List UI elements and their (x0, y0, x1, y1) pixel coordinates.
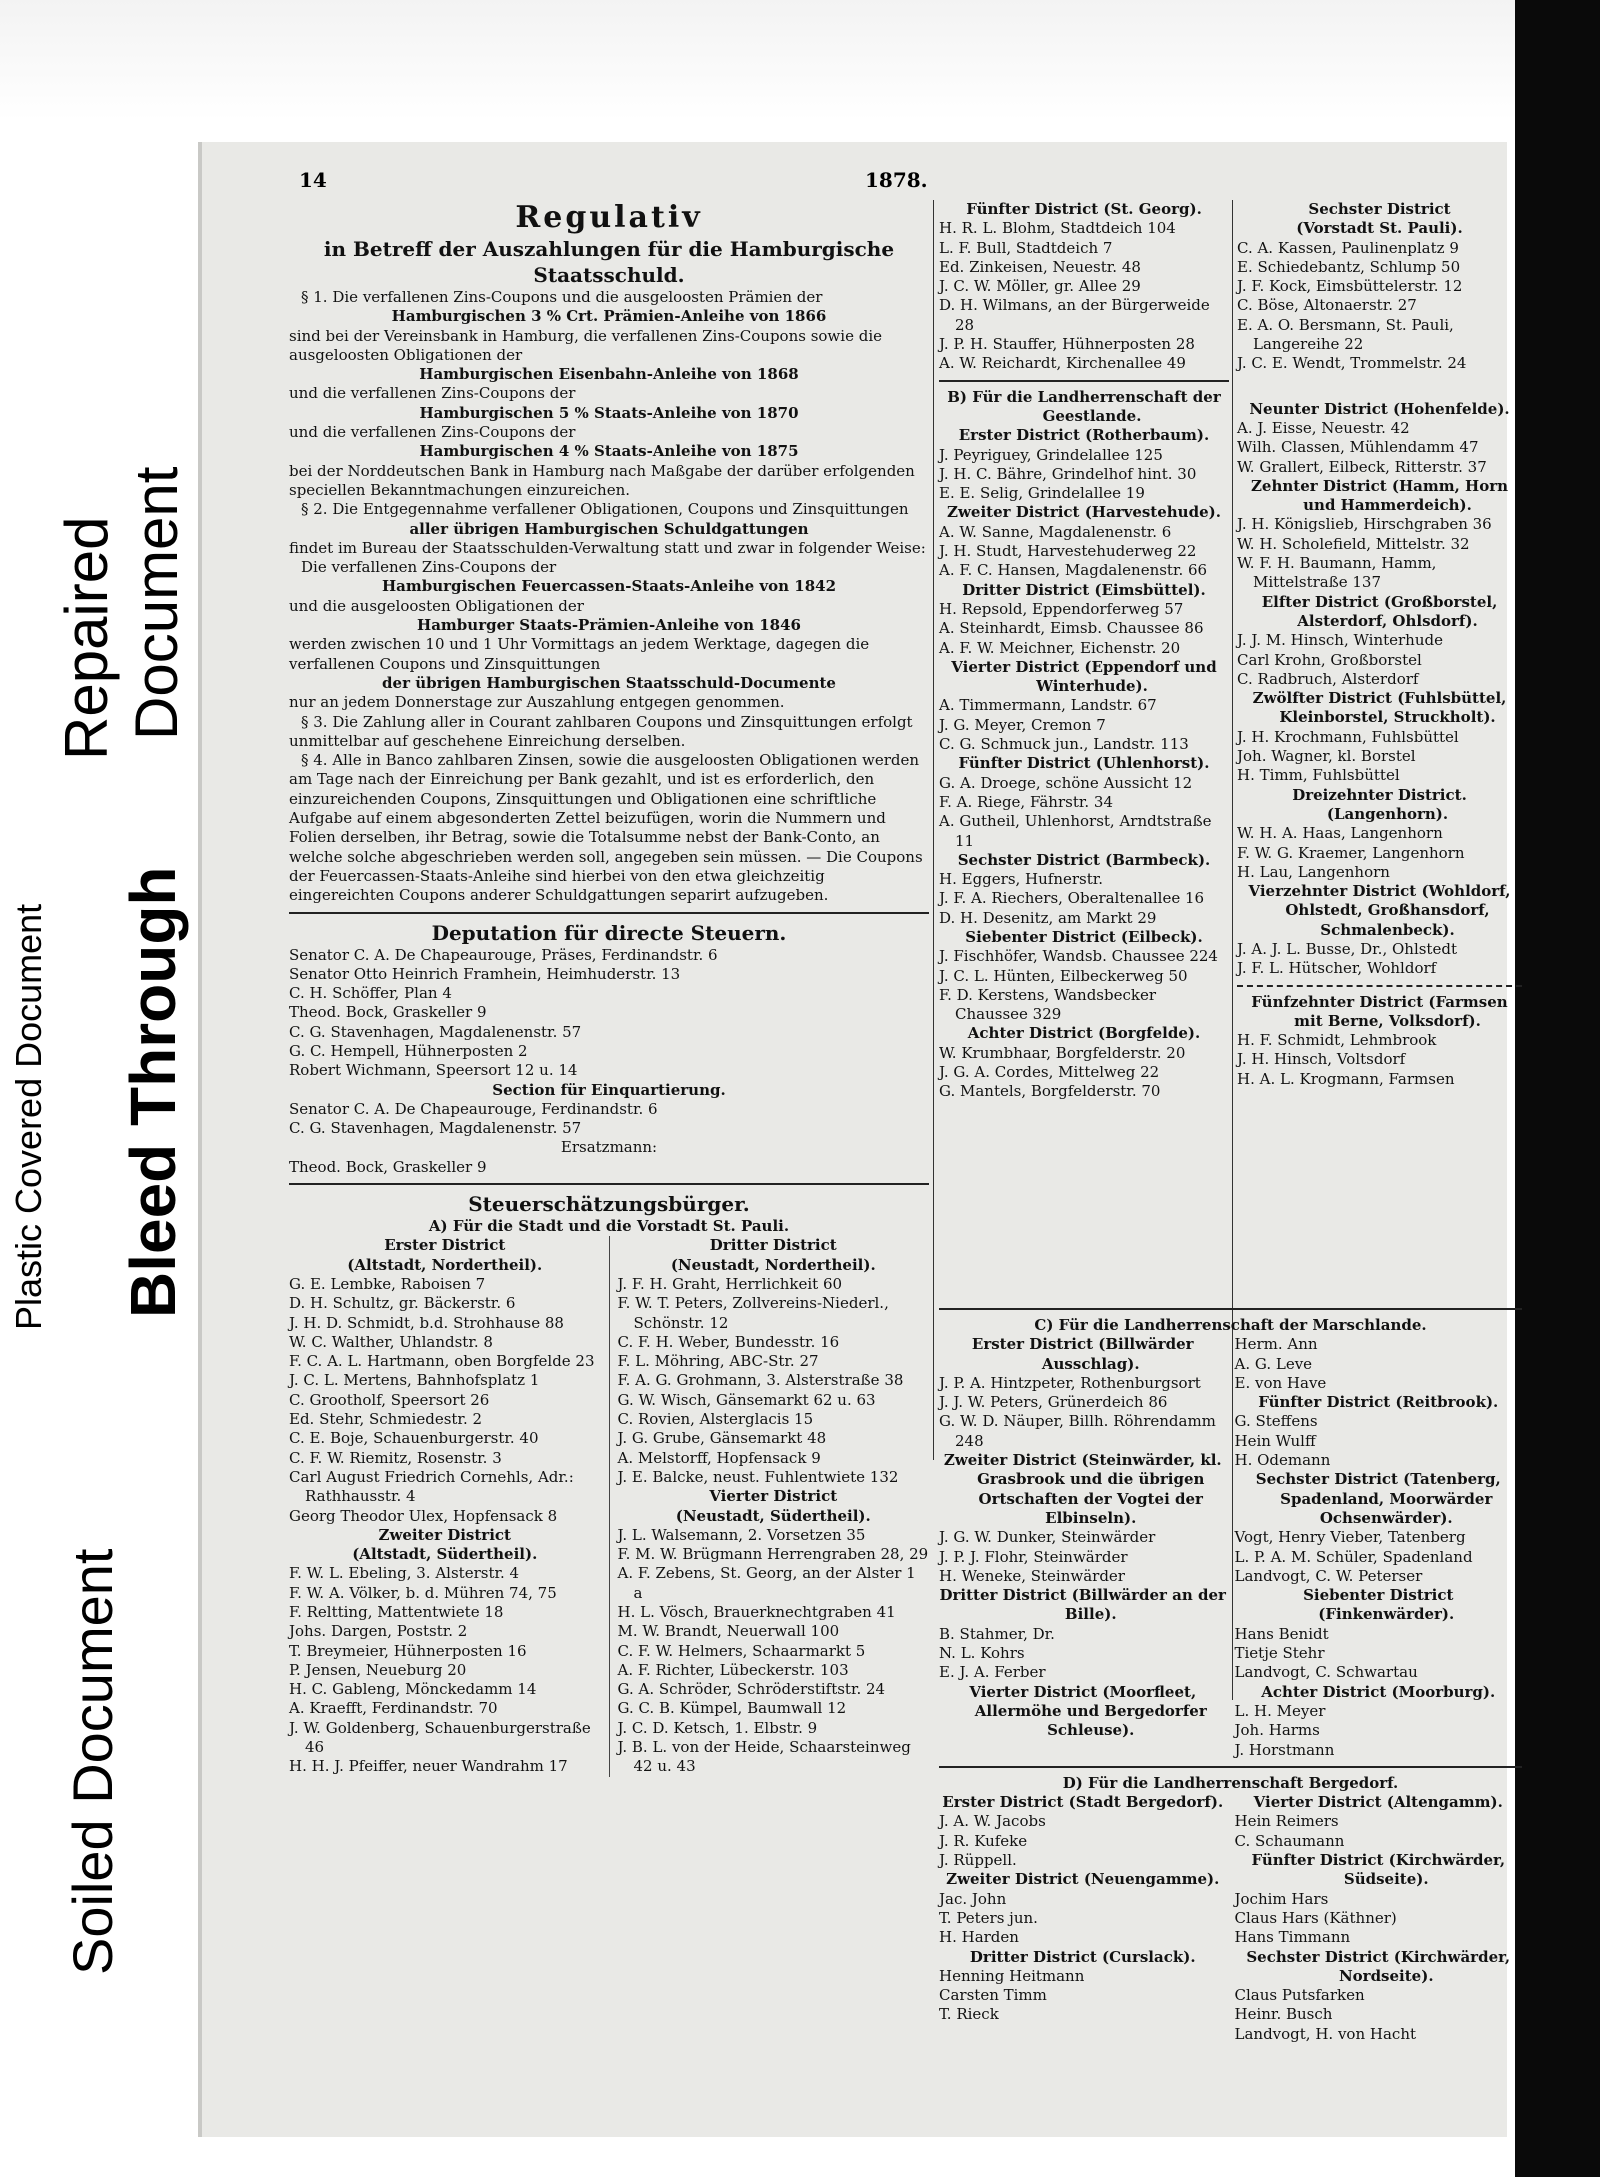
list-item: Senator Otto Heinrich Framhein, Heimhuderstr. 13 (289, 964, 681, 983)
paragraph: nur an jedem Donnerstage zur Auszahlung entgegen genommen. (289, 693, 785, 712)
list-item: H. A. L. Krogmann, Farmsen (1237, 1069, 1455, 1088)
label-plastic-covered: Plastic Covered Document (8, 903, 49, 1330)
list-item: J. R. Kufeke (939, 1831, 1028, 1850)
list-item: H. Harden (939, 1928, 1019, 1947)
column-rule (933, 200, 934, 1460)
page-number: 14 (299, 168, 327, 192)
divider (939, 1766, 1522, 1768)
district-title: Vierzehnter District (Wohldorf, Ohlstedt, Großhansdorf, Schmalenbeck). (1248, 882, 1511, 939)
list-item: Jac. John (939, 1889, 1007, 1908)
list-item: J. A. J. L. Busse, Dr., Ohlstedt (1237, 939, 1457, 958)
list-item: H. L. Vösch, Brauerknechtgraben 41 (617, 1603, 896, 1621)
list-item: E. Schiedebantz, Schlump 50 (1237, 257, 1461, 276)
list-item: J. F. A. Riechers, Oberaltenallee 16 (939, 889, 1205, 908)
list-item: Ed. Stehr, Schmiedestr. 2 (289, 1410, 483, 1429)
bond-name: Hamburgischen 3 % Crt. Prämien-Anleihe von 1866 (391, 307, 827, 326)
list-item: J. Fischhöfer, Wandsb. Chaussee 224 (939, 947, 1218, 966)
list-item: Vogt, Henry Vieber, Tatenberg (1234, 1528, 1466, 1547)
district-title: (Neustadt, Nordertheil). (670, 1255, 876, 1274)
paragraph: bei der Norddeutschen Bank in Hamburg nach Maßgabe der darüber erfolgenden speciellen Bekanntmachungen einzureichen. (289, 461, 915, 499)
list-item: F. Reltting, Mattentwiete 18 (289, 1603, 504, 1621)
list-item: J. Peyriguey, Grindelallee 125 (939, 445, 1163, 464)
district-title: (Altstadt, Südertheil). (352, 1545, 538, 1564)
steuer-title: Steuerschätzungsbürger. (468, 1192, 750, 1217)
list-item: D. H. Schultz, gr. Bäckerstr. 6 (289, 1294, 516, 1313)
list-item: Herm. Ann (1234, 1335, 1318, 1354)
list-item: C. Rovien, Alsterglacis 15 (617, 1410, 814, 1429)
list-item: J. G. A. Cordes, Mittelweg 22 (939, 1063, 1160, 1082)
district-title: Sechster District (1308, 200, 1451, 218)
list-item: Senator C. A. De Chapeaurouge, Ferdinandstr. 6 (289, 1099, 658, 1118)
district-title: Dritter District (Eimsbüttel). (962, 580, 1206, 599)
list-item: J. J. M. Hinsch, Winterhude (1237, 631, 1443, 650)
list-item: F. D. Kerstens, Wandsbecker Chaussee 329 (939, 985, 1157, 1024)
list-item: A. W. Reichardt, Kirchenallee 49 (939, 354, 1186, 373)
list-item: C. Radbruch, Alsterdorf (1237, 669, 1419, 688)
list-item: C. Schaumann (1234, 1831, 1345, 1850)
district-title: Achter District (Borgfelde). (967, 1024, 1201, 1043)
list-item: L. H. Meyer (1234, 1701, 1326, 1720)
regulativ-subtitle: in Betreff der Auszahlungen für die Hamburgische (323, 237, 895, 261)
column-left (289, 200, 929, 1777)
list-item: C. Grootholf, Speersort 26 (289, 1390, 490, 1409)
district-title: Dritter District (Billwärder an der Bille). (939, 1586, 1226, 1624)
list-item: G. E. Lembke, Raboisen 7 (289, 1274, 486, 1293)
label-bleed-through: Bleed Through (117, 866, 189, 1318)
label-repaired-document: Document (123, 466, 190, 740)
list-item: T. Peters jun. (939, 1908, 1038, 1927)
paragraph: findet im Bureau der Staatsschulden-Verwaltung statt und zwar in folgender Weise: (289, 538, 926, 557)
district-title: Fünfter District (Kirchwärder, Südseite). (1251, 1851, 1506, 1889)
list-item: H. Lau, Langenhorn (1237, 862, 1390, 881)
list-item: C. F. W. Riemitz, Rosenstr. 3 (289, 1448, 502, 1467)
list-item: H. Odemann (1234, 1451, 1331, 1470)
list-item: Hans Benidt (1234, 1624, 1329, 1643)
list-item: Claus Hars (Käthner) (1234, 1908, 1397, 1927)
list-item: D. H. Wilmans, an der Bürgerweide 28 (939, 296, 1210, 334)
district-title: Fünfter District (Reitbrook). (1258, 1393, 1499, 1412)
list-item: A. Kraefft, Ferdinandstr. 70 (289, 1699, 498, 1718)
district-title: Fünfter District (Uhlenhorst). (958, 754, 1210, 773)
district-title: Neunter District (Hohenfelde). (1249, 399, 1510, 418)
list-item: J. F. H. Graht, Herrlichkeit 60 (617, 1274, 843, 1293)
list-item: E. J. A. Ferber (939, 1663, 1046, 1682)
list-item: A. Gutheil, Uhlenhorst, Arndtstraße 11 (939, 812, 1212, 850)
list-item: C. Böse, Altonaerstr. 27 (1237, 296, 1417, 315)
district-title: Sechster District (Tatenberg, Spadenland, Moorwärder Ochsenwärder). (1255, 1470, 1501, 1527)
list-item: C. E. Boje, Schauenburgerstr. 40 (289, 1429, 539, 1448)
divider (289, 1183, 929, 1185)
list-item: G. W. D. Näuper, Billh. Röhrendamm 248 (939, 1412, 1216, 1450)
list-item: Ed. Zinkeisen, Neuestr. 48 (939, 257, 1141, 276)
list-item: C. A. Kassen, Paulinenplatz 9 (1237, 238, 1459, 257)
list-item: J. H. C. Bähre, Grindelhof hint. 30 (939, 464, 1197, 483)
list-item: G. W. Wisch, Gänsemarkt 62 u. 63 (617, 1390, 876, 1409)
paragraph: Die verfallenen Zins-Coupons der (301, 558, 557, 577)
bond-name: Hamburgischen 5 % Staats-Anleihe von 1870 (419, 403, 799, 422)
list-item: M. W. Brandt, Neuerwall 100 (617, 1622, 840, 1641)
list-item: Hein Wulff (1234, 1431, 1316, 1450)
list-item: E. E. Selig, Grindelallee 19 (939, 484, 1145, 503)
list-item: A. F. Richter, Lübeckerstr. 103 (617, 1660, 849, 1679)
section-title: Section für Einquartierung. (492, 1080, 726, 1099)
list-item: Heinr. Busch (1234, 2005, 1333, 2024)
divider (289, 912, 929, 914)
bond-name: Hamburger Staats-Prämien-Anleihe von 1846 (417, 616, 801, 635)
list-item: Hans Timmann (1234, 1928, 1351, 1947)
district-title: Elfter District (Großborstel, Alsterdorf, Ohlsdorf). (1261, 592, 1498, 630)
list-item: H. H. J. Pfeiffer, neuer Wandrahm 17 (289, 1757, 568, 1776)
list-item: J. H. Studt, Harvestehuderweg 22 (939, 542, 1197, 561)
paragraph: § 3. Die Zahlung aller in Courant zahlbaren Coupons und Zinsquittungen erfolgt unmittelbar auf geschehene Einreichung derselben. (289, 712, 913, 750)
list-item: G. A. Droege, schöne Aussicht 12 (939, 773, 1193, 792)
list-item: J. H. Hinsch, Voltsdorf (1237, 1050, 1406, 1069)
list-item: C. F. W. Helmers, Schaarmarkt 5 (617, 1641, 866, 1660)
bond-name: Hamburgischen 4 % Staats-Anleihe von 1875 (419, 442, 799, 461)
list-item: F. W. A. Völker, b. d. Mühren 74, 75 (289, 1583, 557, 1602)
list-item: H. F. Schmidt, Lehmbrook (1237, 1031, 1437, 1050)
list-item: W. Grallert, Eilbeck, Ritterstr. 37 (1237, 457, 1487, 476)
district-title: (Neustadt, Südertheil). (675, 1506, 871, 1525)
list-item: J. F. L. Hütscher, Wohldorf (1237, 959, 1437, 978)
list-item: J. B. L. von der Heide, Schaarsteinweg 42 u. 43 (617, 1738, 911, 1776)
district-title: Siebenter District (Finkenwärder). (1303, 1586, 1455, 1624)
list-item: F. W. G. Kraemer, Langenhorn (1237, 843, 1465, 862)
list-item: A. Steinhardt, Eimsb. Chaussee 86 (939, 619, 1204, 638)
list-item: Landvogt, H. von Hacht (1234, 2024, 1417, 2043)
district-title: (Altstadt, Nordertheil). (347, 1255, 543, 1274)
list-item: J. P. A. Hintzpeter, Rothenburgsort (939, 1373, 1201, 1392)
section-c-title: C) Für die Landherrenschaft der Marschlande. (1034, 1316, 1427, 1334)
list-item: J. P. J. Flohr, Steinwärder (939, 1547, 1128, 1566)
regulativ-subtitle: Staatsschuld. (533, 263, 685, 287)
bond-name: Hamburgischen Eisenbahn-Anleihe von 1868 (419, 365, 799, 384)
divider (939, 1308, 1522, 1310)
list-item: J. C. L. Hünten, Eilbeckerweg 50 (939, 966, 1188, 985)
district-title: Achter District (Moorburg). (1261, 1682, 1496, 1701)
list-item: J. A. W. Jacobs (939, 1812, 1046, 1831)
list-item: Tietje Stehr (1234, 1644, 1325, 1663)
paragraph: § 4. Alle in Banco zahlbaren Zinsen, sowie die ausgeloosten Obligationen werden am Tage nach der Einreichung per Bank gezahlt, und ist es erforderlich, den einzureichenden Coupons, Zinsquittungen und Obligationen eine schriftliche Aufgabe auf einem abgesonderten Zettel beizufügen, worin die Nummern und Folien derselben, ihr Betrag, sowie die Totalsumme nebst der Bank-Conto, an welche solche abgeschrieben werden soll, angegeben sein müssen. — Die Coupons der Feuercassen-Staats-Anleihe sind hierbei von den etwa gleichzeitig eingereichten Coupons anderer Schuldgattungen separirt aufzugeben. (289, 751, 923, 905)
list-item: Henning Heitmann (939, 1966, 1085, 1985)
district-title: Fünfzehnter District (Farmsen mit Berne, Volksdorf). (1251, 992, 1508, 1030)
district-title: Dritter District (709, 1236, 837, 1255)
list-item: H. Repsold, Eppendorferweg 57 (939, 599, 1184, 618)
list-item: A. Timmermann, Landstr. 67 (939, 696, 1157, 715)
district-title: Dreizehnter District. (Langenhorn). (1292, 785, 1467, 823)
ersatz-label: Ersatzmann: (560, 1138, 658, 1157)
list-item: F. W. T. Peters, Zollvereins-Niederl., Schönstr. 12 (617, 1294, 889, 1332)
list-item: L. F. Bull, Stadtdeich 7 (939, 238, 1113, 257)
bond-name: aller übrigen Hamburgischen Schuldgattungen (409, 519, 809, 538)
divider (1237, 985, 1522, 987)
list-item: C. G. Stavenhagen, Magdalenenstr. 57 (289, 1022, 582, 1041)
list-item: Theod. Bock, Graskeller 9 (289, 1157, 487, 1176)
list-item: F. A. G. Grohmann, 3. Alsterstraße 38 (617, 1371, 904, 1390)
list-item: Claus Putsfarken (1234, 1986, 1365, 2005)
column-right (1237, 200, 1522, 1089)
district-title: Erster District (Rotherbaum). (958, 426, 1210, 445)
list-item: J. Horstmann (1234, 1740, 1335, 1759)
list-item: J. H. D. Schmidt, b.d. Strohhause 88 (289, 1313, 564, 1332)
label-repaired: Repaired (53, 516, 120, 760)
list-item: A. F. W. Meichner, Eichenstr. 20 (939, 638, 1181, 657)
district-title: Erster District (Billwärder Ausschlag). (971, 1335, 1194, 1373)
district-title: Zwölfter District (Fuhlsbüttel, Kleinborstel, Struckholt). (1252, 689, 1507, 727)
district-title: Zweiter District (378, 1525, 511, 1544)
list-item: A. Melstorff, Hopfensack 9 (617, 1448, 821, 1467)
list-item: J. P. H. Stauffer, Hühnerposten 28 (939, 335, 1195, 354)
list-item: H. Weneke, Steinwärder (939, 1566, 1125, 1585)
lower-section (939, 1302, 1522, 2044)
district-title: Siebenter District (Eilbeck). (965, 927, 1203, 946)
list-item: Carl Krohn, Großborstel (1237, 650, 1422, 669)
list-item: G. Steffens (1234, 1412, 1318, 1431)
list-item: W. Krumbhaar, Borgfelderstr. 20 (939, 1043, 1186, 1062)
list-item: H. Eggers, Hufnerstr. (939, 870, 1104, 889)
paragraph: und die ausgeloosten Obligationen der (289, 596, 584, 615)
list-item: C. G. Schmuck jun., Landstr. 113 (939, 735, 1189, 754)
list-item: F. L. Möhring, ABC-Str. 27 (617, 1352, 819, 1371)
deputation-title: Deputation für directe Steuern. (431, 920, 787, 945)
deputation-list (289, 946, 929, 1081)
district-title: Vierter District (Altengamm). (1253, 1793, 1503, 1812)
list-item: J. C. E. Wendt, Trommelstr. 24 (1237, 354, 1467, 373)
list-item: J. H. Königslieb, Hirschgraben 36 (1237, 515, 1492, 534)
scan-board-edge (0, 0, 1515, 120)
list-item: J. J. W. Peters, Grünerdeich 86 (939, 1393, 1168, 1412)
list-item: A. F. C. Hansen, Magdalenenstr. 66 (939, 561, 1208, 580)
district-title: Sechster District (Barmbeck). (957, 850, 1211, 869)
list-item: T. Rieck (939, 2005, 999, 2024)
list-item: F. C. A. L. Hartmann, oben Borgfelde 23 (289, 1352, 595, 1371)
list-item: D. H. Desenitz, am Markt 29 (939, 908, 1157, 927)
paragraph: § 1. Die verfallenen Zins-Coupons und die ausgeloosten Prämien der (301, 288, 823, 306)
list-item: F. A. Riege, Fährstr. 34 (939, 792, 1113, 811)
list-item: Joh. Harms (1234, 1721, 1320, 1740)
two-column-list (289, 1236, 929, 1776)
page-year: 1878. (865, 168, 928, 192)
district-title: Vierter District (Moorfleet, Allermöhe und Bergedorfer Schleuse). (969, 1682, 1207, 1740)
column-middle (939, 200, 1229, 1102)
list-item: J. C. L. Mertens, Bahnhofsplatz 1 (289, 1371, 540, 1390)
list-item: A. F. Zebens, St. Georg, an der Alster 1 a (617, 1564, 916, 1602)
bond-name: der übrigen Hamburgischen Staatsschuld-Documente (382, 673, 836, 692)
list-item: T. Breymeier, Hühnerposten 16 (289, 1641, 527, 1660)
district-title: Dritter District (Curslack). (969, 1947, 1196, 1966)
list-item: P. Jensen, Neueburg 20 (289, 1660, 467, 1679)
list-item: Landvogt, C. W. Peterser (1234, 1566, 1423, 1585)
list-item: Jochim Hars (1234, 1889, 1329, 1908)
district-title: Vierter District (709, 1487, 838, 1506)
district-title: Sechster District (Kirchwärder, Nordseite). (1246, 1947, 1511, 1985)
section-b-title: B) Für die Landherrenschaft der Geestlande. (947, 387, 1221, 425)
list-item: G. Mantels, Borgfelderstr. 70 (939, 1082, 1161, 1101)
district-title: Vierter District (Eppendorf und Winterhude). (951, 657, 1217, 696)
list-item: W. H. Scholefield, Mittelstr. 32 (1237, 534, 1470, 553)
list-item: A. J. Eisse, Neuestr. 42 (1237, 418, 1410, 437)
divider (939, 380, 1229, 382)
list-item: J. C. D. Ketsch, 1. Elbstr. 9 (617, 1718, 818, 1737)
list-item: W. C. Walther, Uhlandstr. 8 (289, 1332, 493, 1351)
district-title: Fünfter District (St. Georg). (966, 200, 1202, 218)
list-item: E. A. O. Bersmann, St. Pauli, Langereihe 22 (1237, 315, 1454, 354)
paragraph: sind bei der Vereinsbank in Hamburg, die verfallenen Zins-Coupons sowie die ausgeloosten Obligationen der (289, 326, 882, 364)
list-item: J. F. Kock, Eimsbüttelerstr. 12 (1237, 277, 1463, 296)
list-item: J. G. Grube, Gänsemarkt 48 (617, 1429, 827, 1448)
district-title: Zweiter District (Harvestehude). (947, 503, 1221, 522)
list-item: Carl August Friedrich Cornehls, Adr.: Rathhausstr. 4 (289, 1467, 574, 1506)
list-item: J. G. W. Dunker, Steinwärder (939, 1528, 1156, 1547)
list-item: H. C. Gableng, Mönckedamm 14 (289, 1680, 537, 1699)
list-item: J. H. Krochmann, Fuhlsbüttel (1237, 727, 1459, 746)
district-title: Erster District (Stadt Bergedorf). (942, 1793, 1224, 1812)
district-title: Zweiter District (Steinwärder, kl. Grasbrook und die übrigen Ortschaften der Vogtei der Elbinseln). (943, 1451, 1222, 1527)
newspaper-page (202, 142, 1511, 2137)
list-item: G. C. Hempell, Hühnerposten 2 (289, 1041, 528, 1060)
paragraph: § 2. Die Entgegennahme verfallener Obligationen, Coupons und Zinsquittungen (301, 500, 909, 519)
district-title: Zweiter District (Neuengamme). (946, 1870, 1220, 1889)
list-item: H. R. L. Blohm, Stadtdeich 104 (939, 219, 1176, 238)
list-item: L. P. A. M. Schüler, Spadenland (1234, 1547, 1473, 1566)
list-item: E. von Have (1234, 1373, 1327, 1392)
list-item: Landvogt, C. Schwartau (1234, 1663, 1418, 1682)
list-item: Senator C. A. De Chapeaurouge, Präses, Ferdinandstr. 6 (289, 945, 718, 964)
district-title: Zehnter District (Hamm, Horn und Hammerdeich). (1250, 476, 1509, 515)
list-item: J. C. W. Möller, gr. Allee 29 (939, 277, 1141, 296)
list-item: J. W. Goldenberg, Schauenburgerstraße 46 (289, 1718, 591, 1757)
paragraph: und die verfallenen Zins-Coupons der (289, 384, 576, 403)
list-item: G. C. B. Kümpel, Baumwall 12 (617, 1699, 847, 1718)
list-item: Wilh. Classen, Mühlendamm 47 (1237, 438, 1479, 457)
paragraph: und die verfallenen Zins-Coupons der (289, 423, 576, 442)
list-item: W. H. A. Haas, Langenhorn (1237, 824, 1443, 843)
list-item: C. G. Stavenhagen, Magdalenenstr. 57 (289, 1119, 582, 1138)
list-item: A. W. Sanne, Magdalenenstr. 6 (939, 522, 1172, 541)
list-item: Johs. Dargen, Poststr. 2 (289, 1622, 468, 1641)
bond-name: Hamburgischen Feuercassen-Staats-Anleihe von 1842 (381, 577, 837, 596)
label-soiled: Soiled Document (61, 1548, 124, 1975)
section-d-title: D) Für die Landherrenschaft Bergedorf. (1062, 1773, 1399, 1792)
list-item: Hein Reimers (1234, 1812, 1339, 1831)
list-item: Theod. Bock, Graskeller 9 (289, 1003, 487, 1022)
list-item: F. W. L. Ebeling, 3. Alsterstr. 4 (289, 1564, 520, 1583)
list-item: J. Rüppell. (939, 1851, 1017, 1870)
section-a-title: A) Für die Stadt und die Vorstadt St. Pauli. (428, 1217, 790, 1236)
district-title: (Vorstadt St. Pauli). (1296, 219, 1463, 238)
regulativ-title: Regulativ (515, 200, 703, 235)
district-title: Erster District (384, 1236, 506, 1255)
list-item: Georg Theodor Ulex, Hopfensack 8 (289, 1506, 558, 1525)
list-item: B. Stahmer, Dr. (939, 1624, 1055, 1643)
list-item: G. A. Schröder, Schröderstiftstr. 24 (617, 1680, 886, 1699)
list-item: J. E. Balcke, neust. Fuhlentwiete 132 (617, 1467, 899, 1486)
paragraph: werden zwischen 10 und 1 Uhr Vormittags an jedem Werktage, dagegen die verfallenen Coupons und Zinsquittungen (289, 635, 870, 673)
list-item: J. L. Walsemann, 2. Vorsetzen 35 (617, 1525, 866, 1544)
list-item: N. L. Kohrs (939, 1644, 1025, 1663)
list-item: Joh. Wagner, kl. Borstel (1237, 747, 1416, 766)
list-item: J. G. Meyer, Cremon 7 (939, 715, 1106, 734)
list-item: Robert Wichmann, Speersort 12 u. 14 (289, 1061, 578, 1080)
list-item: W. F. H. Baumann, Hamm, Mittelstraße 137 (1237, 554, 1437, 592)
list-item: C. H. Schöffer, Plan 4 (289, 984, 452, 1003)
list-item: C. F. H. Weber, Bundesstr. 16 (617, 1332, 840, 1351)
list-item: H. Timm, Fuhlsbüttel (1237, 766, 1400, 785)
list-item: Carsten Timm (939, 1986, 1047, 2005)
list-item: F. M. W. Brügmann Herrengraben 28, 29 (617, 1545, 929, 1564)
list-item: A. G. Leve (1234, 1354, 1313, 1373)
